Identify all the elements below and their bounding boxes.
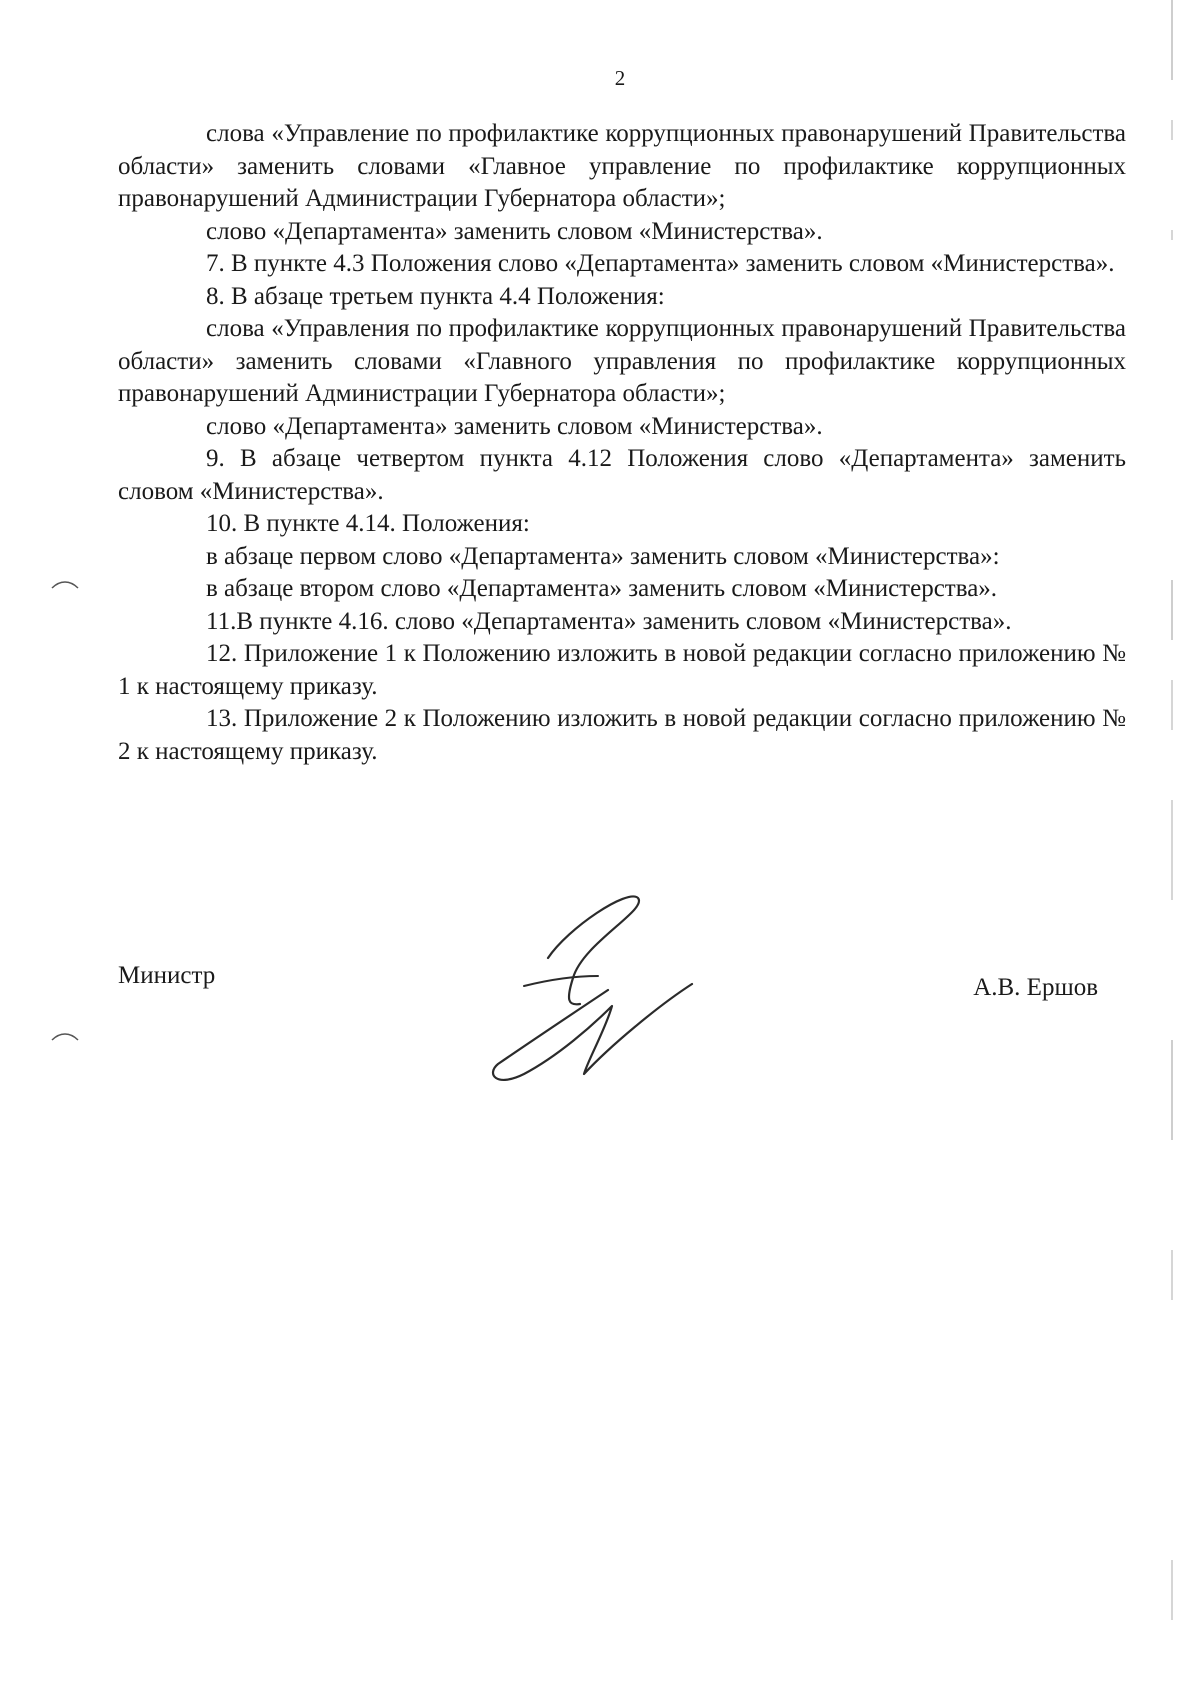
- paragraph: 12. Приложение 1 к Положению изложить в новой редакции согласно приложению № 1 к настоящему приказу.: [118, 640, 1126, 700]
- scan-mark: [50, 578, 80, 592]
- paragraph: 9. В абзаце четвертом пункта 4.12 Положения слово «Департамента» заменить словом «Министерства».: [118, 445, 1126, 505]
- scan-mark: [50, 1030, 80, 1044]
- signatory-title: Министр: [118, 962, 216, 989]
- scan-edge-line: [1170, 0, 1174, 1695]
- paragraph: 13. Приложение 2 к Положению изложить в новой редакции согласно приложению № 2 к настоящему приказу.: [118, 705, 1126, 765]
- paragraph: слова «Управления по профилактике коррупционных правонарушений Правительства области» заменить словами «Главного управления по профилактике коррупционных правонарушений Администрации Губернатора области»;: [118, 315, 1126, 407]
- paragraph: 10. В пункте 4.14. Положения:: [206, 510, 530, 537]
- paragraph: в абзаце первом слово «Департамента» заменить словом «Министерства»:: [206, 542, 1000, 570]
- paragraph: слово «Департамента» заменить словом «Министерства».: [206, 412, 823, 440]
- paragraph: в абзаце втором слово «Департамента» заменить словом «Министерства».: [206, 575, 998, 602]
- paragraph: 11.В пункте 4.16. слово «Департамента» заменить словом «Министерства».: [206, 607, 1012, 635]
- page-number: 2: [614, 66, 626, 90]
- handwritten-signature: [488, 888, 748, 1088]
- paragraph: слово «Департамента» заменить словом «Министерства».: [206, 217, 823, 245]
- signatory-name: А.В. Ершов: [973, 974, 1098, 1001]
- paragraph: 8. В абзаце третьем пункта 4.4 Положения:: [206, 282, 665, 310]
- paragraph: слова «Управление по профилактике коррупционных правонарушений Правительства области» заменить словами «Главное управление по профилактике коррупционных правонарушений Администрации Губернатора области»;: [118, 120, 1126, 212]
- document-body: [118, 118, 1126, 768]
- paragraph: 7. В пункте 4.3 Положения слово «Департамента» заменить словом «Министерства».: [206, 250, 1115, 277]
